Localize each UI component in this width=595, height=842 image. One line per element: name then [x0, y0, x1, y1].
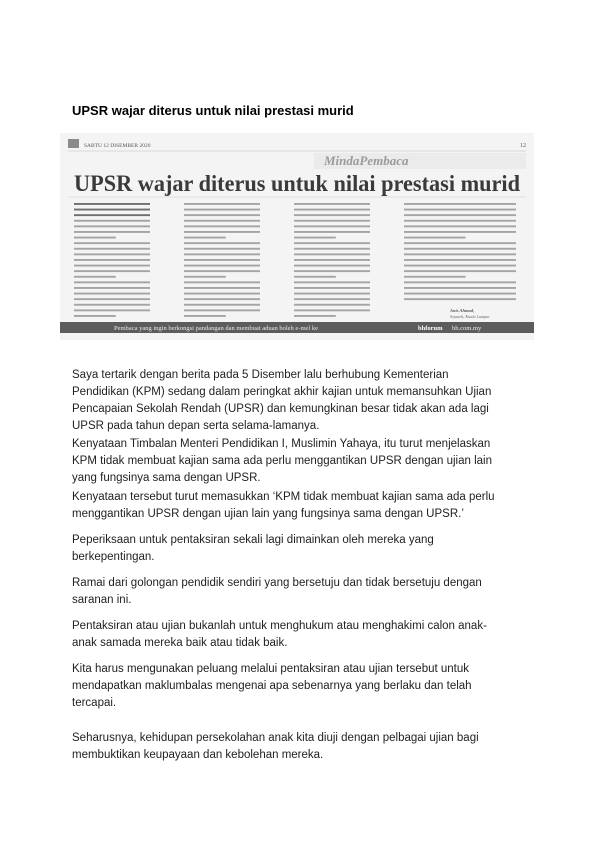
clipping-text-line — [404, 237, 466, 239]
clipping-author: Anis Ahmad, — [450, 308, 475, 313]
clipping-text-line — [294, 225, 370, 227]
clipping-text-line — [184, 265, 260, 267]
clipping-text-line — [184, 281, 260, 283]
clipping-text-line — [404, 298, 516, 300]
clipping-text-line — [74, 281, 150, 283]
clipping-text-line — [294, 287, 370, 289]
paragraph-line: Seharusnya, kehidupan persekolahan anak kita diuji dengan pelbagai ujian bagi — [72, 732, 479, 744]
clipping-text-line — [404, 293, 516, 295]
clipping-text-line — [294, 242, 370, 244]
clipping-text-line — [404, 214, 516, 216]
clipping-text-line — [404, 209, 516, 211]
clipping-text-line — [294, 293, 370, 295]
clipping-text-line — [404, 287, 516, 289]
clipping-text-line — [184, 209, 260, 211]
paragraph-line: mendapatkan maklumbalas mengenai apa sebenarnya yang berlaku dan telah — [72, 680, 472, 692]
clipping-text-line — [404, 253, 516, 255]
clipping-footer-email: bhforum — [418, 325, 443, 332]
article-paragraph — [72, 575, 532, 609]
paragraph-line: Peperiksaan untuk pentaksiran sekali lagi dimainkan oleh mereka yang — [72, 534, 434, 546]
section-label: MindaPembaca — [324, 153, 409, 168]
paragraph-line: KPM tidak membuat kajian sama ada perlu menggantikan UPSR dengan ujian lain — [72, 455, 492, 467]
clipping-text-line — [74, 287, 150, 289]
clipping-text-line — [404, 259, 516, 261]
clipping-text-line — [74, 237, 116, 239]
clipping-text-line — [404, 225, 516, 227]
clipping-text-line — [404, 242, 516, 244]
clipping-text-line — [184, 242, 260, 244]
paragraph-line: berkepentingan. — [72, 551, 155, 563]
paragraph-line: anak samada mereka baik atau tidak baik. — [72, 637, 288, 649]
clipping-text-line — [74, 309, 150, 311]
clipping-text-line — [184, 309, 260, 311]
clipping-text-line — [294, 298, 370, 300]
clipping-text-line — [74, 248, 150, 250]
paragraph-line: menggantikan UPSR dengan ujian lain yang fungsinya sama dengan UPSR.’ — [72, 508, 464, 520]
paragraph-line: yang fungsinya sama dengan UPSR. — [72, 472, 261, 484]
article-paragraph — [72, 618, 532, 652]
clipping-text-line — [404, 281, 516, 283]
clipping-footer-text: Pembaca yang ingin berkongsi pandangan dan membuat aduan boleh e-mel ke — [114, 325, 318, 332]
paragraph-line: UPSR pada tahun depan serta selama-lamanya. — [72, 420, 320, 432]
clipping-text-line — [74, 293, 150, 295]
clipping-text-line — [294, 237, 336, 239]
clipping-text-line — [404, 270, 516, 272]
clipping-text-line — [294, 209, 370, 211]
paragraph-line: Saya tertarik dengan berita pada 5 Disember lalu berhubung Kementerian — [72, 369, 449, 381]
clipping-text-line — [184, 270, 260, 272]
clipping-text-line — [294, 276, 336, 278]
clipping-text-line — [294, 309, 370, 311]
article-paragraph — [72, 489, 532, 523]
clipping-text-line — [404, 248, 516, 250]
clipping-text-line — [184, 248, 260, 250]
clipping-text-line — [294, 214, 370, 216]
clipping-text-line — [74, 304, 150, 306]
clipping-text-line — [74, 220, 150, 222]
paragraph-line: Pentaksiran atau ujian bukanlah untuk menghukum atau menghakimi calon anak- — [72, 620, 487, 632]
masthead-date: SABTU 12 DISEMBER 2020 — [84, 143, 151, 149]
paragraph-line: Kenyataan tersebut turut memasukkan ‘KPM tidak membuat kajian sama ada perlu — [72, 491, 495, 503]
clipping-text-line — [74, 231, 150, 233]
clipping-footer-site: bh.com.my — [452, 325, 482, 332]
clipping-text-line — [74, 259, 150, 261]
clipping-text-line — [294, 281, 370, 283]
clipping-text-line — [404, 231, 516, 233]
paragraph-line: Pencapaian Sekolah Rendah (UPSR) dan kemungkinan besar tidak akan ada lagi — [72, 403, 489, 415]
clipping-text-line — [184, 220, 260, 222]
clipping-text-line — [184, 231, 260, 233]
clipping-text-line — [184, 253, 260, 255]
paragraph-line: Kita harus mengunakan peluang melalui pentaksiran atau ujian tersebut untuk — [72, 663, 470, 675]
clipping-text-line — [184, 315, 226, 317]
clipping-text-line — [404, 265, 516, 267]
clipping-text-line — [74, 242, 150, 244]
document-title: UPSR wajar diterus untuk nilai prestasi murid — [72, 103, 354, 118]
clipping-text-line — [294, 248, 370, 250]
clipping-text-line — [294, 270, 370, 272]
paragraph-line: membuktikan keupayaan dan kebolehan mereka. — [72, 749, 324, 761]
clipping-text-line — [404, 220, 516, 222]
clipping-text-line — [294, 203, 370, 205]
clipping-text-line — [184, 298, 260, 300]
clipping-page-number: 12 — [520, 143, 526, 149]
newspaper-clipping-image — [60, 133, 534, 340]
clipping-text-line — [74, 270, 150, 272]
clipping-text-line — [294, 231, 370, 233]
paragraph-line: saranan ini. — [72, 594, 132, 606]
clipping-text-line — [184, 214, 260, 216]
clipping-text-line — [184, 276, 226, 278]
clipping-text-line — [74, 253, 150, 255]
article-paragraph — [72, 730, 532, 764]
clipping-text-line — [74, 209, 150, 211]
paragraph-line: Pendidikan (KPM) sedang dalam peringkat akhir kajian untuk memansuhkan Ujian — [72, 386, 492, 398]
clipping-text-line — [294, 253, 370, 255]
clipping-text-line — [184, 237, 226, 239]
clipping-text-line — [294, 304, 370, 306]
clipping-body-columns — [74, 203, 516, 317]
clipping-text-line — [74, 298, 150, 300]
clipping-text-line — [404, 276, 466, 278]
article-paragraph — [72, 661, 532, 712]
article-paragraph — [72, 436, 532, 487]
clipping-author-place: Seputeh, Kuala Lumpur — [450, 314, 490, 319]
clipping-text-line — [74, 265, 150, 267]
clipping-text-line — [294, 315, 336, 317]
clipping-text-line — [184, 304, 260, 306]
clipping-text-line — [74, 225, 150, 227]
clipping-text-line — [184, 287, 260, 289]
article-paragraph — [72, 367, 532, 435]
clipping-text-line — [294, 259, 370, 261]
clipping-headline: UPSR wajar diterus untuk nilai prestasi murid — [74, 171, 521, 196]
paragraph-line: Ramai dari golongan pendidik sendiri yang bersetuju dan tidak bersetuju dengan — [72, 577, 482, 589]
clipping-text-line — [184, 203, 260, 205]
paragraph-line: tercapai. — [72, 697, 117, 709]
clipping-text-line — [294, 220, 370, 222]
clipping-text-line — [404, 203, 516, 205]
article-paragraph — [72, 532, 532, 566]
clipping-text-line — [184, 293, 260, 295]
clipping-text-line — [74, 214, 150, 216]
clipping-text-line — [294, 265, 370, 267]
clipping-text-line — [74, 203, 150, 205]
clipping-text-line — [74, 276, 116, 278]
newspaper-logo — [68, 139, 79, 148]
clipping-text-line — [184, 225, 260, 227]
clipping-text-line — [184, 259, 260, 261]
paragraph-line: Kenyataan Timbalan Menteri Pendidikan I, Muslimin Yahaya, itu turut menjelaskan — [72, 438, 491, 450]
clipping-text-line — [74, 315, 116, 317]
